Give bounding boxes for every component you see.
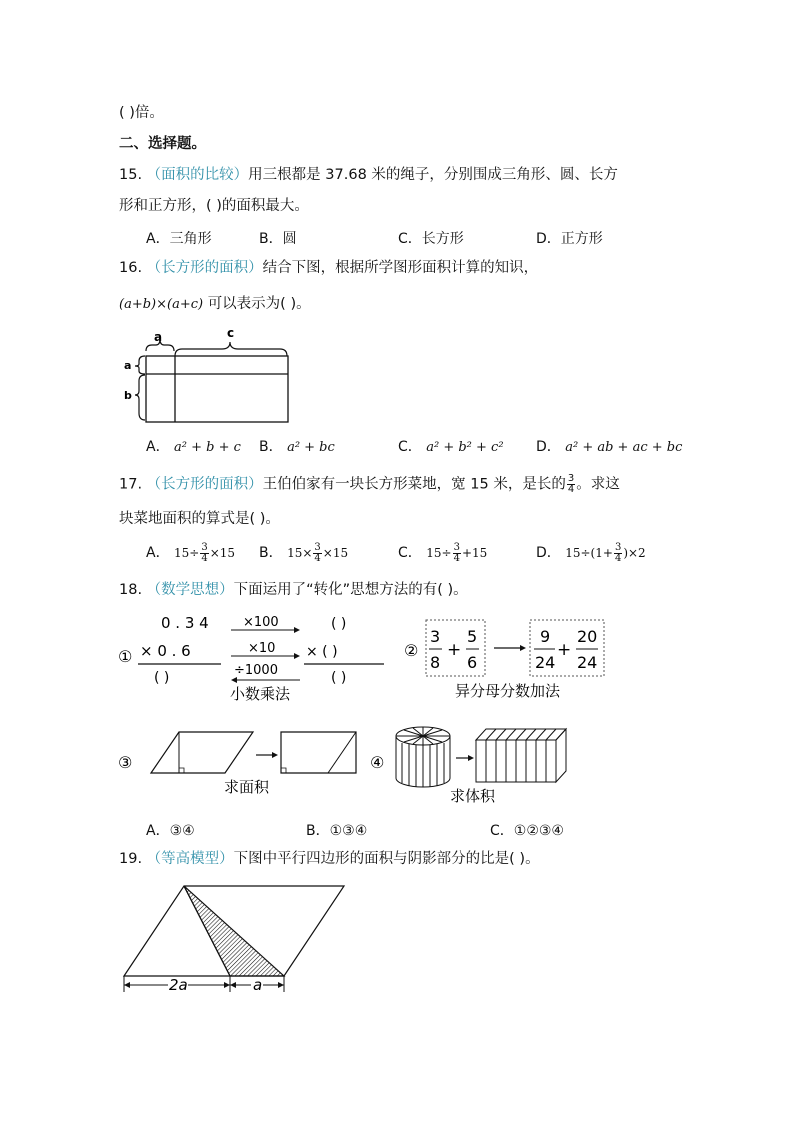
plus-sign: + bbox=[557, 640, 572, 660]
label-a-left: a bbox=[124, 359, 132, 372]
brace-a-left bbox=[135, 356, 145, 374]
label-a-top: a bbox=[154, 330, 163, 344]
question-17-line1: 17. （长方形的面积）王伯伯家有一块长方形菜地，宽 15 米，是长的 $\frac{3}{4}$ 。求这 bbox=[119, 473, 620, 495]
caption-fraction-addition: 异分母分数加法 bbox=[455, 682, 561, 700]
cylinder bbox=[396, 727, 450, 787]
question-number: 17. bbox=[119, 476, 143, 493]
option-a[interactable]: A． a² + b + c bbox=[146, 439, 241, 455]
product-left: ( ) bbox=[154, 670, 170, 686]
plus-sign: + bbox=[447, 640, 462, 660]
option-c[interactable]: C．长方形 bbox=[398, 231, 464, 247]
option-b[interactable]: B．圆 bbox=[259, 231, 297, 247]
formula: (a+b)×(a+c) bbox=[119, 297, 204, 312]
question-number: 19. bbox=[119, 851, 143, 867]
circle-label-2: ② bbox=[404, 641, 419, 660]
brace-c-top bbox=[175, 342, 287, 356]
result-multiplier: × ( ) bbox=[306, 644, 338, 660]
option-a[interactable]: A．③④ bbox=[146, 823, 195, 839]
question-text: 下图中平行四边形的面积与阴影部分的比是( )。 bbox=[233, 851, 540, 867]
denominator-24: 24 bbox=[535, 653, 556, 672]
cuboid bbox=[476, 729, 566, 782]
option-c[interactable]: C．①②③④ bbox=[490, 823, 564, 839]
arrow-head bbox=[124, 982, 130, 988]
arrow-label-div1000: ÷1000 bbox=[234, 663, 278, 678]
transform-arrow-head bbox=[468, 755, 474, 761]
circle-label-4: ④ bbox=[370, 753, 385, 772]
question-text: 可以表示为( )。 bbox=[207, 296, 311, 312]
arrow-x100-head bbox=[294, 627, 300, 633]
circle-label-3: ③ bbox=[118, 753, 133, 772]
question-16-line1 bbox=[119, 258, 538, 278]
result-product: ( ) bbox=[331, 670, 347, 686]
question-text: 用三根都是 37.68 米的绳子，分别围成三角形、圆、长方 bbox=[248, 167, 618, 183]
figure-decimal-multiplication bbox=[116, 606, 401, 706]
figure-area-conversion bbox=[116, 722, 386, 797]
parallelogram bbox=[151, 732, 253, 773]
option-b[interactable]: B． a² + bc bbox=[259, 439, 335, 455]
arrow-head bbox=[224, 982, 230, 988]
parallelogram-diagram bbox=[116, 878, 356, 998]
label-2a: 2a bbox=[169, 976, 188, 994]
denominator-6: 6 bbox=[467, 653, 478, 672]
label-b-left: b bbox=[124, 389, 132, 402]
option-a[interactable]: A．三角形 bbox=[146, 231, 212, 247]
denominator-24: 24 bbox=[577, 653, 598, 672]
arrow-label-x100: ×100 bbox=[243, 615, 279, 630]
question-16-line2 bbox=[119, 294, 311, 315]
right-angle-mark bbox=[281, 768, 286, 773]
option-d[interactable]: D． 15÷(1+ $\frac{3}{4}$ )×2 bbox=[536, 542, 646, 564]
question-tag: （长方形的面积） bbox=[146, 476, 263, 493]
numerator-5: 5 bbox=[467, 627, 478, 646]
question-text: 王伯伯家有一块长方形菜地，宽 15 米，是长的 bbox=[262, 476, 566, 493]
numerator-3: 3 bbox=[430, 627, 441, 646]
caption-volume: 求体积 bbox=[450, 787, 496, 805]
numerator-9: 9 bbox=[540, 627, 551, 646]
brace-b-left bbox=[135, 375, 145, 420]
question-18-line1 bbox=[119, 580, 468, 600]
transform-arrow-head bbox=[520, 645, 526, 651]
result-top: ( ) bbox=[331, 616, 347, 632]
transform-arrow-head bbox=[272, 752, 278, 758]
section-title: 二、选择题。 bbox=[119, 136, 206, 152]
option-c[interactable]: C． 15÷ $\frac{3}{4}$ +15 bbox=[398, 542, 488, 564]
arrow-head bbox=[230, 982, 236, 988]
option-d[interactable]: D． a² + ab + ac + bc bbox=[536, 439, 683, 455]
denominator-8: 8 bbox=[430, 653, 441, 672]
arrow-label-x10: ×10 bbox=[248, 641, 276, 656]
outer-rectangle bbox=[146, 356, 288, 422]
caption-area: 求面积 bbox=[224, 778, 270, 796]
factor-bottom: × 0 . 6 bbox=[140, 642, 191, 660]
rectangle-diagram bbox=[118, 325, 298, 425]
right-angle-mark bbox=[179, 768, 184, 773]
question-text: 结合下图，根据所学图形面积计算的知识， bbox=[262, 260, 539, 276]
question-number: 16. bbox=[119, 260, 143, 276]
question-tag: （面积的比较） bbox=[146, 167, 249, 183]
question-tag: （长方形的面积） bbox=[146, 260, 263, 276]
label-a: a bbox=[253, 976, 263, 994]
question-tag: （等高模型） bbox=[146, 851, 234, 867]
question-15-line1 bbox=[119, 165, 618, 185]
arrow-head bbox=[278, 982, 284, 988]
figure-volume-conversion bbox=[368, 716, 578, 808]
label-c-top: c bbox=[227, 326, 235, 340]
question-17-line2: 块菜地面积的算式是( )。 bbox=[119, 511, 280, 527]
brace-a-top bbox=[146, 339, 174, 351]
option-a[interactable]: A． 15÷ $\frac{3}{4}$ ×15 bbox=[146, 542, 236, 564]
option-d[interactable]: D．正方形 bbox=[536, 231, 603, 247]
caption-decimal-multiplication: 小数乘法 bbox=[230, 685, 291, 703]
question-number: 15. bbox=[119, 167, 143, 183]
circle-label-1: ① bbox=[118, 647, 133, 666]
rectangle bbox=[281, 732, 356, 773]
previous-question-blank: ( )倍。 bbox=[119, 105, 164, 121]
cut-line bbox=[328, 732, 356, 773]
question-number: 18. bbox=[119, 582, 143, 598]
numerator-20: 20 bbox=[577, 627, 598, 646]
factor-top: 0 . 3 4 bbox=[161, 614, 209, 632]
question-tag: （数学思想） bbox=[146, 582, 234, 598]
option-b[interactable]: B． 15× $\frac{3}{4}$ ×15 bbox=[259, 542, 349, 564]
fraction-three-quarters: $\frac{3}{4}$ bbox=[567, 473, 575, 495]
question-15-line2: 形和正方形，( )的面积最大。 bbox=[119, 198, 309, 214]
figure-fraction-addition bbox=[400, 614, 615, 704]
question-19-line1 bbox=[119, 849, 540, 869]
option-c[interactable]: C． a² + b² + c² bbox=[398, 439, 504, 455]
arrow-x10-head bbox=[294, 653, 300, 659]
shaded-triangle bbox=[184, 886, 284, 976]
option-b[interactable]: B．①③④ bbox=[306, 823, 368, 839]
question-text: 下面运用了“转化”思想方法的有( )。 bbox=[233, 582, 468, 598]
